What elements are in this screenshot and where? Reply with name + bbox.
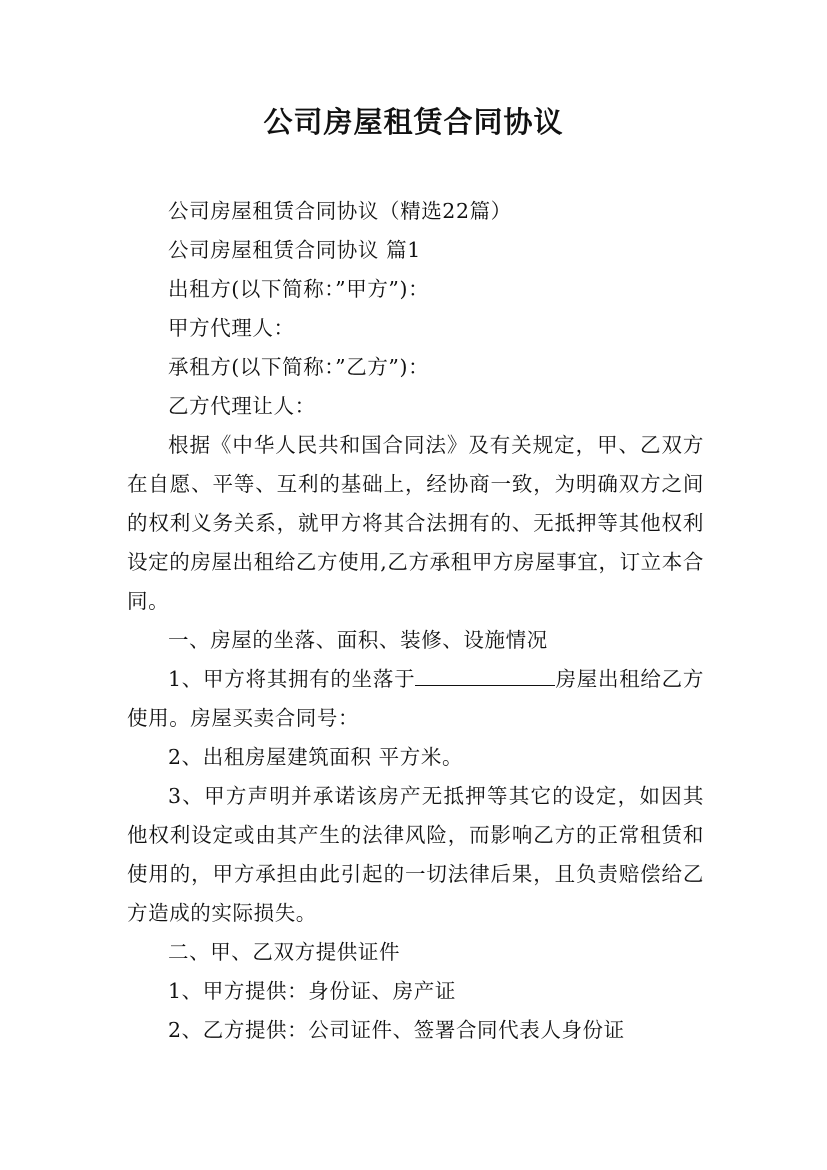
clause-1-1-start: 1、甲方将其拥有的坐落于 bbox=[168, 667, 416, 691]
paragraph-clause-1-3: 3、甲方声明并承诺该房产无抵押等其它的设定，如因其他权利设定或由其产生的法律风险，而影响乙方的正常租赁和使用的，甲方承担由此引起的一切法律后果，且负责赔偿给乙方造成的实际损失。 bbox=[127, 784, 704, 925]
paragraph-clause-1-1 bbox=[127, 660, 704, 738]
clause-1-1-end: 房屋出租给乙方使用。房屋买卖合同号： bbox=[127, 667, 704, 730]
document-body bbox=[127, 192, 704, 1050]
paragraph-clause-2-2: 2、乙方提供：公司证件、签署合同代表人身份证 bbox=[168, 1018, 625, 1042]
paragraph-preamble: 根据《中华人民共和国合同法》及有关规定，甲、乙双方在自愿、平等、互利的基础上，经协商一致，为明确双方之间的权利义务关系，就甲方将其合法拥有的、无抵押等其他权利设定的房屋出租给乙方使用,乙方承租甲方房屋事宜，订立本合同。 bbox=[127, 433, 704, 613]
paragraph-lessee-agent: 乙方代理让人： bbox=[168, 394, 316, 418]
paragraph-clause-1-heading: 一、房屋的坐落、面积、装修、设施情况 bbox=[168, 628, 548, 652]
document-title: 公司房屋租赁合同协议 bbox=[263, 105, 564, 139]
paragraph-lessee: 承租方(以下简称：”乙方”)： bbox=[168, 355, 430, 379]
paragraph-subtitle: 公司房屋租赁合同协议（精选22篇） bbox=[168, 199, 512, 223]
address-blank-line bbox=[415, 667, 555, 686]
paragraph-lessor: 出租方(以下简称：”甲方”)： bbox=[168, 277, 430, 301]
paragraph-lessor-agent: 甲方代理人： bbox=[168, 316, 295, 340]
paragraph-section-heading: 公司房屋租赁合同协议 篇1 bbox=[168, 238, 421, 262]
paragraph-clause-2-heading: 二、甲、乙双方提供证件 bbox=[168, 940, 401, 964]
paragraph-clause-1-2: 2、出租房屋建筑面积 平方米。 bbox=[168, 745, 464, 769]
paragraph-clause-2-1: 1、甲方提供：身份证、房产证 bbox=[168, 979, 456, 1003]
